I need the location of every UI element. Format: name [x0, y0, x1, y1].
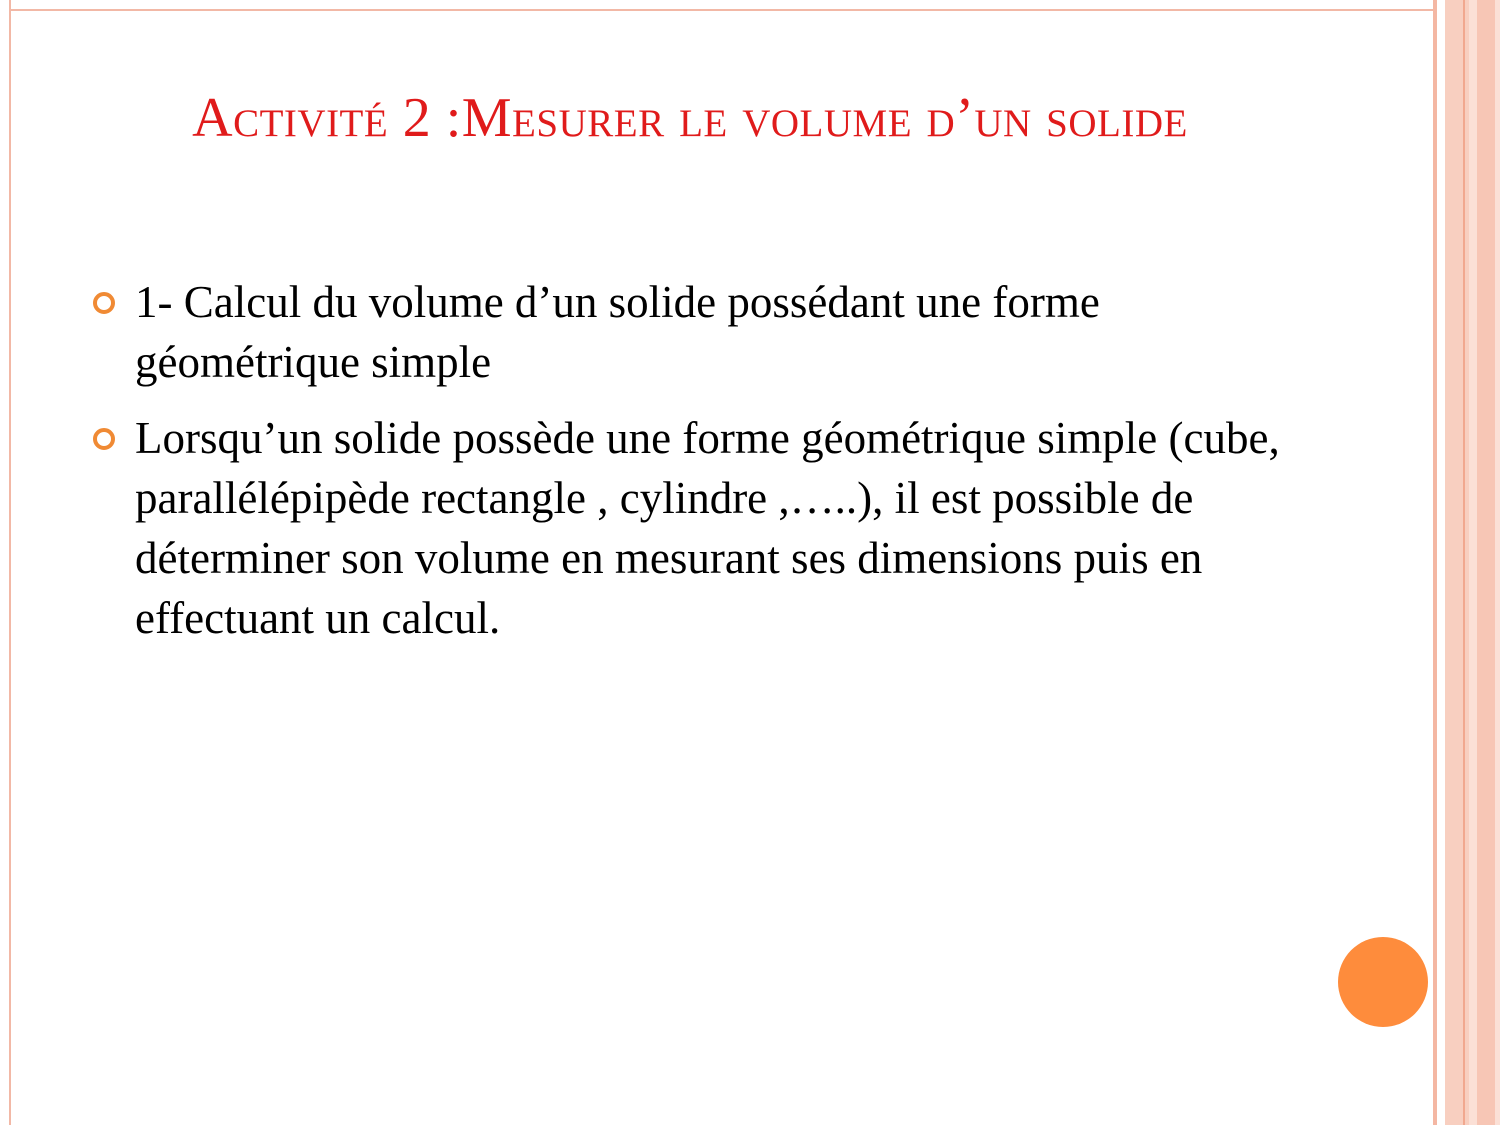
- slide-title: Activité 2 :Mesurer le volume d’un solide: [192, 87, 1188, 149]
- hollow-circle-bullet-icon: [93, 292, 115, 314]
- top-border-line: [9, 9, 1435, 11]
- bullet-list: [93, 272, 1293, 664]
- right-decor-stripe: [1469, 0, 1477, 1125]
- bullet-item: [93, 408, 1293, 648]
- right-decor-stripe: [1495, 0, 1500, 1125]
- left-border-line: [9, 0, 11, 1125]
- right-decor-stripe: [1445, 0, 1463, 1125]
- orange-circle-decoration: [1338, 937, 1428, 1027]
- right-decor-stripe: [1437, 0, 1445, 1125]
- bullet-item: [93, 272, 1293, 392]
- hollow-circle-bullet-icon: [93, 428, 115, 450]
- bullet-text: 1- Calcul du volume d’un solide possédant une forme géométrique simple: [135, 277, 1100, 387]
- right-decor-stripe: [1477, 0, 1495, 1125]
- bullet-text: Lorsqu’un solide possède une forme géométrique simple (cube, parallélépipède rectangle , cylindre ,…..), il est possible de déterminer son volume en mesurant ses dimensions puis en effectuant un calcul.: [135, 413, 1280, 643]
